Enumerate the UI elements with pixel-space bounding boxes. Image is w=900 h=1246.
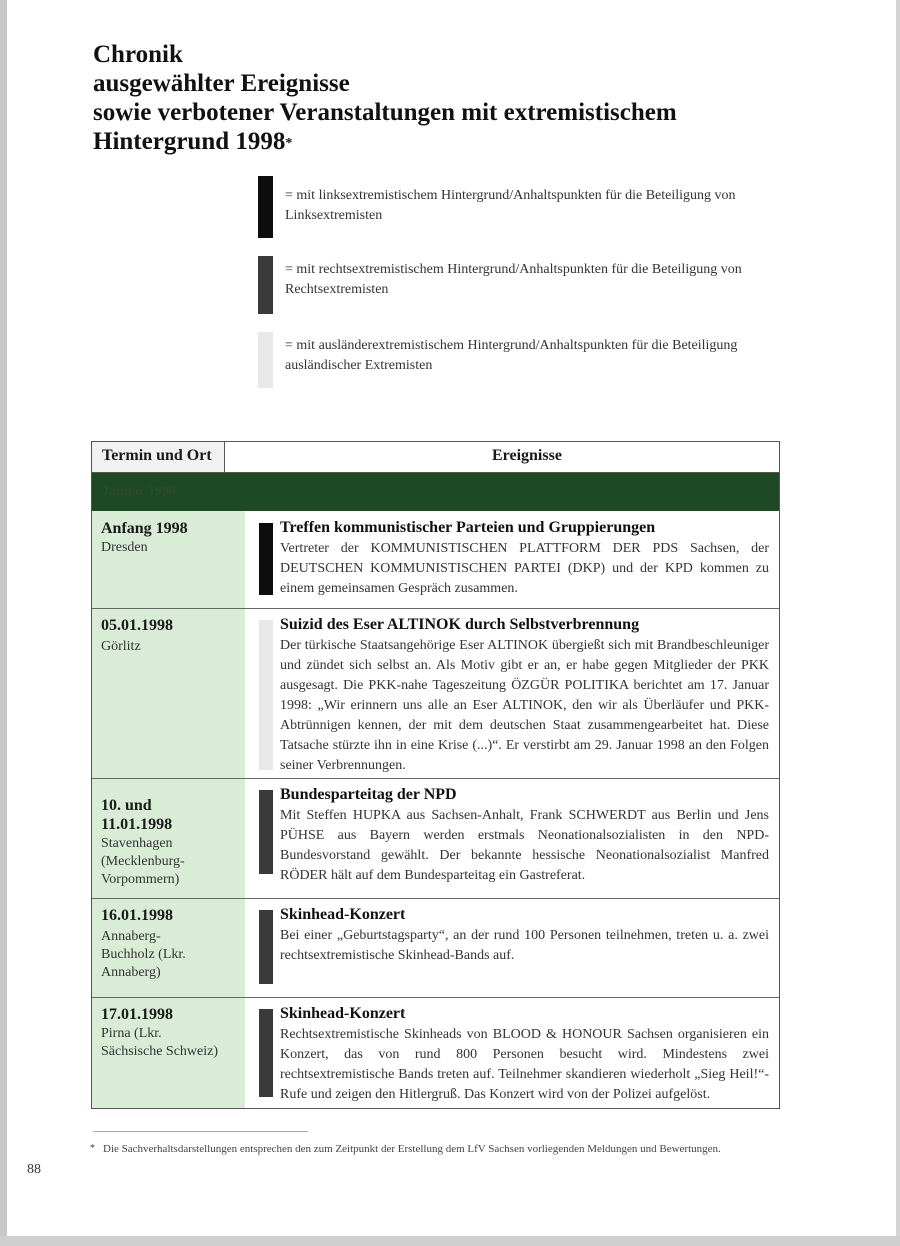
row-text: Vertreter der KOMMUNISTISCHEN PLATTFORM DER PDS Sachsen, der DEUTSCHEN KOMMUNISTISCHEN PARTEI (DKP) und der KPD kommen zu einem gemeinsamen Gespräch zusammen. [280,541,769,596]
row-divider [92,778,779,779]
row-place: Stavenhagen (Mecklenburg-Vorpommern) [101,836,185,887]
month-label: Januar 1998 [102,484,177,499]
scan-edge-right [896,0,900,1246]
legend-bar-left [258,176,273,238]
row-category-bar [259,523,273,595]
row-place: Pirna (Lkr. Sächsische Schweiz) [101,1026,219,1059]
legend-text-right: = mit rechtsextremistischem Hintergrund/Anhaltspunkten für die Beteiligung von Rechtsextremisten [285,262,742,297]
page-title [93,40,677,156]
legend-bar-foreign [258,332,273,388]
row-title: Suizid des Eser ALTINOK durch Selbstverbrennung [280,616,640,633]
table-row [92,898,779,997]
footnote-text: Die Sachverhaltsdarstellungen entsprechen den zum Zeitpunkt der Erstellung dem LfV Sachsen vorliegenden Meldungen und Bewertungen. [103,1143,721,1155]
row-date: 16.01.1998 [101,907,173,924]
row-category-bar [259,910,273,984]
table-header [92,442,779,473]
legend-bar-right [258,256,273,314]
row-title: Skinhead-Konzert [280,1005,406,1022]
legend-text-left: = mit linksextremistischem Hintergrund/Anhaltspunkten für die Beteiligung von Linksextremisten [285,188,736,223]
legend-item-left [258,176,778,238]
row-place: Dresden [101,540,148,555]
row-category-bar [259,620,273,770]
row-text: Der türkische Staatsangehörige Eser ALTINOK übergießt sich mit Brandbeschleuniger und zündet sich selbst an. Als Motiv gibt er an, er habe gegen Mitglieder der PKK ausgesagt. Die PKK-nahe Tageszeitung ÖZGÜR POLITIKA berichtet am 17. Januar 1998: „Wir erinnern uns alle an Eser ALTINOK, den wir als Überläufer und PKK-Abtrünnigen kennen, der mit dem deutschen Staat zusammengearbeitet hat. Diese Tatsache stürzte ihn in eine Krise (...)“. Er verstirbt am 29. Januar 1998 an den Folgen seiner Verbrennungen. [280,638,769,773]
row-category-bar [259,1009,273,1097]
table-row [92,997,779,1108]
footnote-mark: * [90,1143,95,1154]
row-title: Bundesparteitag der NPD [280,786,457,803]
row-category-bar [259,790,273,874]
table-row [92,778,779,898]
title-line-4 [93,127,677,156]
row-divider [92,608,779,609]
chronicle-table [91,441,780,1109]
row-date: 05.01.1998 [101,617,173,634]
row-text: Rechtsextremistische Skinheads von BLOOD & HONOUR Sachsen organisieren ein Konzert, das von rund 800 Personen besucht wird. Mindestens zwei rechtsextremistische Bands treten auf. Teilnehmer skandieren wiederholt „Sieg Heil!“-Rufe und zeigen den Hitlergruß. Das Konzert wird von der Polizei aufgelöst. [280,1027,769,1102]
title-line-3: sowie verbotener Veranstaltungen mit extremistischem [93,99,677,126]
row-divider [92,898,779,899]
scan-edge-left [0,0,7,1246]
row-date: 17.01.1998 [101,1006,173,1023]
row-divider [92,997,779,998]
legend-text-foreign: = mit ausländerextremistischem Hintergrund/Anhaltspunkten für die Beteiligung ausländischer Extremisten [285,338,738,373]
month-band [92,473,779,511]
title-footnote-mark: * [285,136,293,151]
row-date: 10. und 11.01.1998 [101,797,173,833]
header-label-date-place: Termin und Ort [102,447,212,464]
row-title: Skinhead-Konzert [280,906,406,923]
table-row [92,608,779,778]
legend-item-right [258,256,778,314]
row-place: Görlitz [101,639,141,654]
row-date: Anfang 1998 [101,520,188,537]
footnote-rule [93,1131,308,1132]
header-label-events: Ereignisse [492,447,562,464]
title-line-1: Chronik [93,41,183,68]
scan-edge-bottom [0,1236,900,1246]
legend-item-foreign [258,332,778,388]
row-text: Bei einer „Geburtstagsparty“, an der rund 100 Personen teilnehmen, treten u. a. zwei rechtsextremistische Skinhead-Bands auf. [280,928,769,963]
row-title: Treffen kommunistischer Parteien und Gruppierungen [280,519,656,536]
row-text: Mit Steffen HUPKA aus Sachsen-Anhalt, Frank SCHWERDT aus Berlin und Jens PÜHSE aus Bayern werden erstmals Neonationalsozialisten in den NPD-Bundesvorstand gewählt. Der bekannte hessische Neonationalsozialist Manfred RÖDER hält auf dem Bundesparteitag ein Gastreferat. [280,808,769,883]
title-line-4-text: Hintergrund 1998 [93,128,286,155]
header-cell-date-place [92,442,225,472]
page-number: 88 [27,1162,41,1177]
table-row [92,511,779,608]
row-place: Annaberg-Buchholz (Lkr. Annaberg) [101,929,186,980]
title-line-2: ausgewählter Ereignisse [93,70,350,97]
